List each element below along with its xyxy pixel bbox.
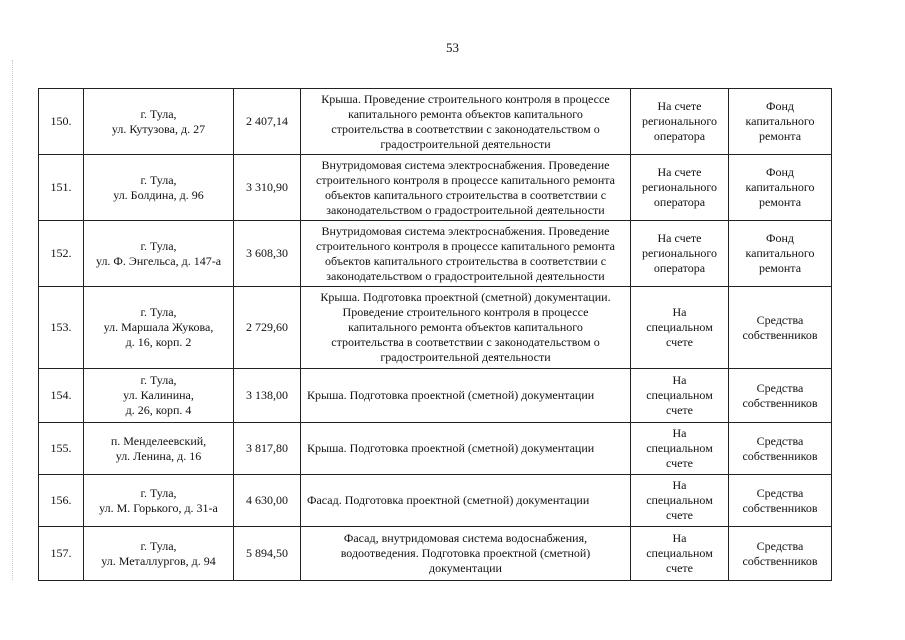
funding-source-cell — [729, 475, 832, 527]
cost-cell: 3 310,90 — [234, 155, 301, 221]
cell-line: законодательством о градостроительной деятельности — [326, 268, 605, 283]
address-cell — [84, 423, 234, 475]
cell-line: водоотведения. Подготовка проектной (сметной) — [340, 546, 591, 560]
row-number-cell: 154. — [39, 369, 84, 423]
row-number-cell: 152. — [39, 221, 84, 287]
cell-line: Внутридомовая система электроснабжения. Проведение — [321, 223, 610, 238]
cell-line: строительства в соответствии с законодательством о — [331, 121, 600, 136]
table-row — [39, 527, 832, 581]
cell-line: Крыша. Подготовка проектной (сметной) документации — [307, 441, 595, 455]
cell-line: собственников — [742, 553, 818, 568]
cell-line: г. Тула, — [140, 106, 177, 121]
cell-line: ул. Ф. Энгельса, д. 147-а — [95, 253, 222, 268]
cell-line: строительного контроля в процессе капитального ремонта — [316, 172, 615, 187]
cell-line: капитального ремонта объектов капитального — [348, 106, 583, 121]
cell-line: ремонта — [758, 195, 802, 209]
cell-line: На — [672, 305, 687, 319]
cell-line: специальном — [646, 546, 713, 560]
cell-line: На счете — [657, 99, 702, 113]
cell-line: градостроительной деятельности — [380, 136, 551, 151]
page-number: 53 — [446, 40, 459, 55]
cell-line: градостроительной деятельности — [380, 350, 551, 364]
cell-line: г. Тула, — [140, 373, 177, 387]
cost-cell: 3 138,00 — [234, 369, 301, 423]
cell-line: г. Тула, — [140, 538, 177, 553]
cell-line: оператора — [653, 195, 706, 209]
cell-line: специальном — [646, 493, 713, 507]
cell-line: ул. Калинина, — [123, 388, 194, 402]
cell-line: г. Тула, — [140, 238, 177, 253]
work-description-cell — [301, 423, 631, 475]
cell-line: Средства — [756, 538, 804, 553]
account-type-cell — [631, 155, 729, 221]
cell-line: Фасад, внутридомовая система водоснабжения, — [343, 531, 588, 545]
account-type-cell — [631, 475, 729, 527]
account-type-cell — [631, 527, 729, 581]
account-type-cell — [631, 369, 729, 423]
cell-line: Средства — [756, 312, 804, 327]
cell-line: капитального ремонта объектов капитального — [348, 320, 583, 334]
cell-line: На — [672, 373, 687, 387]
cell-line: счете — [665, 561, 694, 575]
cell-line: Крыша. Подготовка проектной (сметной) документации — [307, 388, 595, 402]
cell-line: капитального — [745, 180, 815, 194]
cell-line: Крыша. Проведение строительного контроля в процессе — [321, 91, 610, 106]
cell-line: счете — [665, 456, 694, 470]
row-number-cell: 155. — [39, 423, 84, 475]
cell-line: п. Менделеевский, — [110, 433, 207, 448]
cell-line: счете — [665, 508, 694, 522]
row-number-cell: 150. — [39, 89, 84, 155]
cell-line: собственников — [742, 500, 818, 515]
table-row — [39, 287, 832, 369]
cell-line: капитального — [745, 246, 815, 260]
cell-line: ул. Металлургов, д. 94 — [101, 553, 216, 568]
cell-line: Средства — [756, 485, 804, 500]
cell-line: На — [672, 531, 687, 545]
cost-cell: 3 608,30 — [234, 221, 301, 287]
row-number-cell: 151. — [39, 155, 84, 221]
account-type-cell — [631, 221, 729, 287]
cell-line: На счете — [657, 231, 702, 245]
cell-line: капитального — [745, 114, 815, 128]
address-cell — [84, 89, 234, 155]
cell-line: собственников — [742, 448, 818, 463]
cell-line: ул. М. Горького, д. 31-а — [99, 500, 218, 515]
funding-source-cell — [729, 287, 832, 369]
cell-line: На — [672, 426, 687, 440]
cell-line: регионального — [641, 114, 718, 128]
cell-line: Фонд — [765, 99, 794, 113]
address-cell — [84, 287, 234, 369]
table-row — [39, 475, 832, 527]
cell-line: Крыша. Подготовка проектной (сметной) документации. — [320, 290, 611, 304]
address-cell — [84, 221, 234, 287]
account-type-cell — [631, 89, 729, 155]
address-cell — [84, 527, 234, 581]
cell-line: д. 26, корп. 4 — [125, 403, 192, 417]
repair-registry-table — [38, 88, 832, 581]
cell-line: оператора — [653, 261, 706, 275]
cell-line: Внутридомовая система электроснабжения. Проведение — [321, 157, 610, 172]
cell-line: Фасад. Подготовка проектной (сметной) документации — [307, 493, 590, 507]
cell-line: счете — [665, 335, 694, 349]
cell-line: г. Тула, — [140, 485, 177, 500]
work-description-cell — [301, 475, 631, 527]
table-row — [39, 369, 832, 423]
cell-line: специальном — [646, 320, 713, 334]
work-description-cell — [301, 527, 631, 581]
cell-line: документации — [429, 561, 502, 575]
work-description-cell — [301, 89, 631, 155]
funding-source-cell — [729, 221, 832, 287]
cell-line: На — [672, 478, 687, 492]
cost-cell: 2 729,60 — [234, 287, 301, 369]
table-row — [39, 423, 832, 475]
funding-source-cell — [729, 527, 832, 581]
cell-line: Фонд — [765, 165, 794, 179]
address-cell — [84, 155, 234, 221]
cell-line: оператора — [653, 129, 706, 143]
cell-line: специальном — [646, 441, 713, 455]
cell-line: г. Тула, — [140, 172, 177, 187]
funding-source-cell — [729, 89, 832, 155]
row-number-cell: 157. — [39, 527, 84, 581]
cell-line: законодательством о градостроительной деятельности — [326, 202, 605, 217]
work-description-cell — [301, 221, 631, 287]
cell-line: Средства — [756, 433, 804, 448]
address-cell — [84, 475, 234, 527]
work-description-cell — [301, 369, 631, 423]
table-row — [39, 155, 832, 221]
cost-cell: 3 817,80 — [234, 423, 301, 475]
cell-line: д. 16, корп. 2 — [125, 335, 192, 349]
work-description-cell — [301, 287, 631, 369]
cell-line: Фонд — [765, 231, 794, 245]
cell-line: регионального — [641, 246, 718, 260]
funding-source-cell — [729, 423, 832, 475]
account-type-cell — [631, 423, 729, 475]
cell-line: Средства — [756, 380, 804, 395]
cell-line: ул. Болдина, д. 96 — [113, 187, 204, 202]
account-type-cell — [631, 287, 729, 369]
table-row — [39, 221, 832, 287]
cell-line: собственников — [742, 395, 818, 410]
address-cell — [84, 369, 234, 423]
cell-line: строительного контроля в процессе капитального ремонта — [316, 238, 615, 253]
cell-line: объектов капитального строительства в соответствии с — [324, 187, 607, 202]
cell-line: На счете — [657, 165, 702, 179]
cell-line: собственников — [742, 327, 818, 342]
funding-source-cell — [729, 369, 832, 423]
row-number-cell: 153. — [39, 287, 84, 369]
funding-source-cell — [729, 155, 832, 221]
cell-line: специальном — [646, 388, 713, 402]
work-description-cell — [301, 155, 631, 221]
cell-line: объектов капитального строительства в соответствии с — [324, 253, 607, 268]
cell-line: строительства в соответствии с законодательством о — [331, 335, 600, 349]
cell-line: ул. Кутузова, д. 27 — [111, 121, 206, 136]
cost-cell: 4 630,00 — [234, 475, 301, 527]
cost-cell: 2 407,14 — [234, 89, 301, 155]
row-number-cell: 156. — [39, 475, 84, 527]
cell-line: ремонта — [758, 261, 802, 275]
cell-line: ремонта — [758, 129, 802, 143]
cell-line: ул. Маршала Жукова, — [103, 320, 214, 334]
cell-line: регионального — [641, 180, 718, 194]
cell-line: ул. Ленина, д. 16 — [115, 448, 202, 463]
cell-line: Проведение строительного контроля в процессе — [342, 305, 589, 319]
table-row — [39, 89, 832, 155]
cell-line: г. Тула, — [140, 305, 177, 319]
cost-cell: 5 894,50 — [234, 527, 301, 581]
cell-line: счете — [665, 403, 694, 417]
margin-dotted-line — [12, 60, 15, 580]
